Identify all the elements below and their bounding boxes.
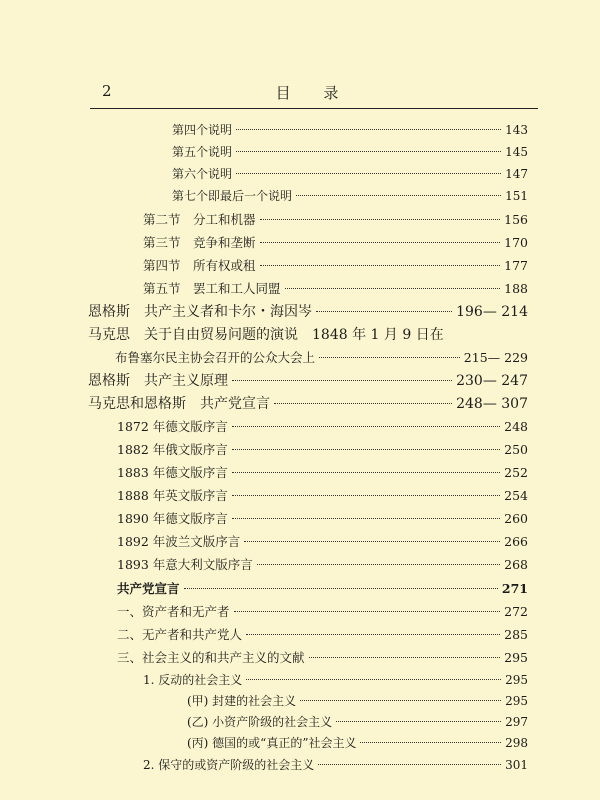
dot-leader	[296, 195, 501, 196]
toc-entry	[117, 625, 528, 643]
dot-leader	[360, 742, 501, 743]
toc-entry	[172, 187, 528, 204]
toc-entry	[88, 393, 528, 413]
dot-leader	[260, 242, 501, 243]
toc-entry-title: 1890 年德文版序言	[117, 511, 228, 526]
toc-entry-title: 第二节 分工和机器	[143, 212, 256, 227]
dot-leader	[246, 634, 500, 635]
toc-entry	[187, 713, 528, 730]
toc-entry	[117, 602, 528, 620]
dot-leader	[316, 311, 452, 312]
page-title: 目 录	[275, 84, 353, 102]
dot-leader	[309, 657, 501, 658]
page-header	[90, 82, 538, 104]
toc-entry-page: 170	[504, 235, 528, 250]
toc-entry-page: 301	[505, 758, 528, 772]
toc-entry-title: 一、资产者和无产者	[117, 604, 230, 619]
toc-entry-page: 285	[504, 627, 528, 642]
toc-entry	[88, 324, 528, 344]
toc-entry-title: 共产党宣言	[117, 581, 180, 596]
dot-leader	[246, 679, 501, 680]
dot-leader	[236, 151, 501, 152]
toc-entry-page: 298	[505, 736, 528, 750]
toc-entry-page: 151	[505, 189, 528, 203]
toc-entry	[143, 210, 528, 228]
toc-entry-title: 马克思 关于自由贸易问题的演说 1848 年 1 月 9 日在	[88, 327, 444, 343]
toc-entry-title: 布鲁塞尔民主协会召开的公众大会上	[115, 350, 316, 365]
dot-leader	[232, 495, 500, 496]
toc-entry	[143, 233, 528, 251]
page-number: 2	[102, 82, 112, 100]
toc-entry-title: 恩格斯 共产主义原理	[88, 373, 228, 389]
toc-entry	[172, 143, 528, 160]
dot-leader	[257, 564, 500, 565]
dot-leader	[244, 541, 500, 542]
toc-entry-page: 143	[505, 123, 528, 137]
toc-entry-title: 第六个说明	[172, 167, 233, 181]
toc-entry-title: 马克思和恩格斯 共产党宣言	[88, 396, 270, 412]
toc-entry-title: (甲) 封建的社会主义	[187, 694, 297, 708]
toc-entry-page: 268	[504, 557, 528, 572]
toc-entry-page: 250	[504, 442, 528, 457]
toc-entry-title: 1892 年波兰文版序言	[117, 534, 241, 549]
toc-entry	[117, 555, 528, 573]
dot-leader	[232, 380, 452, 381]
toc-entry	[172, 165, 528, 182]
toc-entry-title: 二、无产者和共产党人	[117, 627, 243, 642]
toc-entry-title: 1888 年英文版序言	[117, 488, 228, 503]
toc-entry	[117, 648, 528, 666]
toc-entry-page: 272	[504, 604, 528, 619]
toc-entry-title: (丙) 德国的或“真正的”社会主义	[187, 736, 357, 750]
toc-entry-page: 145	[505, 145, 528, 159]
toc-entry-title: 1883 年德文版序言	[117, 465, 228, 480]
toc-entry-page: 260	[504, 511, 528, 526]
dot-leader	[300, 700, 501, 701]
dot-leader	[318, 764, 501, 765]
toc-entry-title: 1. 反动的社会主义	[143, 673, 243, 687]
dot-leader	[232, 518, 500, 519]
toc-entry	[117, 532, 528, 550]
toc-entry	[143, 756, 528, 773]
toc-entry-page: 297	[505, 715, 528, 729]
header-rule	[90, 108, 538, 109]
toc-entry	[117, 509, 528, 527]
toc-entry-page: 266	[504, 534, 528, 549]
toc-entry-page: 177	[504, 258, 528, 273]
toc-entry	[143, 256, 528, 274]
dot-leader	[232, 426, 500, 427]
toc-entry	[115, 348, 528, 366]
toc-entry-title: 第五节 罢工和工人同盟	[143, 281, 281, 296]
toc-entry-page: 230— 247	[456, 373, 528, 389]
toc-entry-title: 第七个即最后一个说明	[172, 189, 293, 203]
toc-entry-page: 215— 229	[463, 350, 528, 365]
dot-leader	[336, 721, 501, 722]
toc-entry	[187, 734, 528, 751]
toc-entry	[88, 370, 528, 390]
toc-entry-title: 恩格斯 共产主义者和卡尔・海因岑	[88, 304, 312, 320]
toc-entry	[143, 671, 528, 688]
toc-entry-page: 295	[504, 650, 528, 665]
toc-entry-title: 1882 年俄文版序言	[117, 442, 228, 457]
toc-entry	[117, 486, 528, 504]
dot-leader	[319, 357, 460, 358]
toc-entry	[117, 417, 528, 435]
dot-leader	[274, 403, 452, 404]
toc-entry-page: 248— 307	[456, 396, 528, 412]
toc-entry	[187, 692, 528, 709]
toc-entry	[88, 301, 528, 321]
toc-entry-page: 248	[504, 419, 528, 434]
toc-entry-title: 1893 年意大利文版序言	[117, 557, 253, 572]
toc-entry-page: 295	[505, 673, 528, 687]
toc-entry-page: 254	[504, 488, 528, 503]
toc-entry-page: 271	[501, 581, 528, 596]
toc-entry-page: 156	[504, 212, 528, 227]
toc-entry-page: 188	[504, 281, 528, 296]
toc-entry-page: 147	[505, 167, 528, 181]
toc-entry-page: 252	[504, 465, 528, 480]
toc-entry-title: 2. 保守的或资产阶级的社会主义	[143, 758, 315, 772]
toc-entry	[172, 121, 528, 138]
toc-entry	[143, 279, 528, 297]
toc-entry-title: 第五个说明	[172, 145, 233, 159]
dot-leader	[184, 588, 498, 589]
dot-leader	[236, 129, 501, 130]
toc-entry-title: 第四个说明	[172, 123, 233, 137]
dot-leader	[285, 288, 501, 289]
toc-entry-title: 三、社会主义的和共产主义的文献	[117, 650, 305, 665]
dot-leader	[260, 265, 501, 266]
dot-leader	[260, 219, 501, 220]
toc-entry	[117, 463, 528, 481]
toc-entry	[117, 440, 528, 458]
toc-entry-page: 295	[505, 694, 528, 708]
toc-entry-page: 196— 214	[456, 304, 528, 320]
toc-entry-title: 1872 年德文版序言	[117, 419, 228, 434]
dot-leader	[236, 173, 501, 174]
dot-leader	[232, 449, 500, 450]
toc-entry-title: 第三节 竞争和垄断	[143, 235, 256, 250]
toc-entry-title: (乙) 小资产阶级的社会主义	[187, 715, 333, 729]
toc-entry	[117, 579, 528, 597]
toc-entry-title: 第四节 所有权或租	[143, 258, 256, 273]
dot-leader	[234, 611, 501, 612]
dot-leader	[232, 472, 500, 473]
